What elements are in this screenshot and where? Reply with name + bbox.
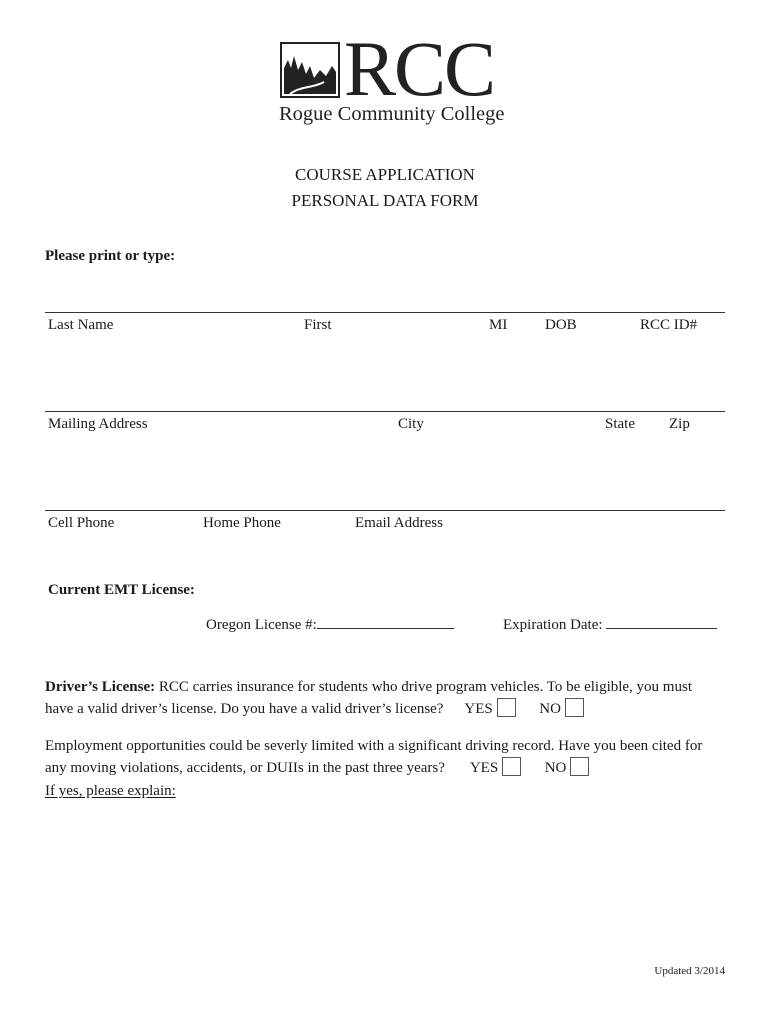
address-row-line[interactable] xyxy=(45,411,725,412)
name-row-line[interactable] xyxy=(45,312,725,313)
employment-yes-checkbox[interactable] xyxy=(502,757,521,776)
drivers-yes-label: YES xyxy=(464,701,493,717)
form-title-line1: COURSE APPLICATION xyxy=(295,165,475,184)
employment-text-2: any moving violations, accidents, or DUIIs in the past three years? xyxy=(45,760,445,776)
drivers-text-2: have a valid driver’s license. Do you have a valid driver’s license? xyxy=(45,701,444,717)
employment-yes-label: YES xyxy=(469,760,499,776)
dob-label: DOB xyxy=(545,317,577,333)
drivers-license-paragraph xyxy=(45,677,735,719)
city-label: City xyxy=(398,416,424,432)
oregon-license-field xyxy=(206,613,454,634)
rcc-id-label: RCC ID# xyxy=(640,317,698,333)
mailing-address-label: Mailing Address xyxy=(48,416,148,432)
last-name-label: Last Name xyxy=(48,317,114,333)
expiration-date-field xyxy=(503,613,717,634)
phone-row-line[interactable] xyxy=(45,510,725,511)
drivers-license-heading: Driver’s License: xyxy=(45,679,156,695)
oregon-license-label: Oregon License #: xyxy=(206,617,317,633)
zip-label: Zip xyxy=(669,416,690,432)
oregon-license-input[interactable] xyxy=(317,613,454,629)
drivers-no-label: NO xyxy=(539,701,561,717)
explain-area[interactable] xyxy=(45,805,725,945)
mi-label: MI xyxy=(489,317,508,333)
employment-no-label: NO xyxy=(544,760,567,776)
logo-letters: RCC xyxy=(344,25,495,112)
logo-subtitle: Rogue Community College xyxy=(279,103,505,125)
explain-label: If yes, please explain: xyxy=(45,783,176,799)
state-label: State xyxy=(605,416,635,432)
drivers-no-checkbox[interactable] xyxy=(565,698,584,717)
home-phone-label: Home Phone xyxy=(203,515,281,531)
emt-license-heading: Current EMT License: xyxy=(48,582,195,598)
rcc-logo-emblem xyxy=(280,42,340,98)
instruction-text: Please print or type: xyxy=(45,248,176,264)
form-title-line2: PERSONAL DATA FORM xyxy=(291,191,479,210)
email-address-label: Email Address xyxy=(355,515,443,531)
updated-date: Updated 3/2014 xyxy=(654,965,725,977)
employment-no-checkbox[interactable] xyxy=(570,757,589,776)
cell-phone-label: Cell Phone xyxy=(48,515,115,531)
drivers-yes-checkbox[interactable] xyxy=(497,698,516,717)
employment-paragraph xyxy=(45,736,735,778)
drivers-text-1: RCC carries insurance for students who drive program vehicles. To be eligible, you must xyxy=(155,679,692,695)
first-name-label: First xyxy=(304,317,332,333)
employment-text-1: Employment opportunities could be severly limited with a significant driving record. Have you been cited for xyxy=(45,738,703,754)
expiration-date-input[interactable] xyxy=(606,613,717,629)
expiration-date-label: Expiration Date: xyxy=(503,617,603,633)
